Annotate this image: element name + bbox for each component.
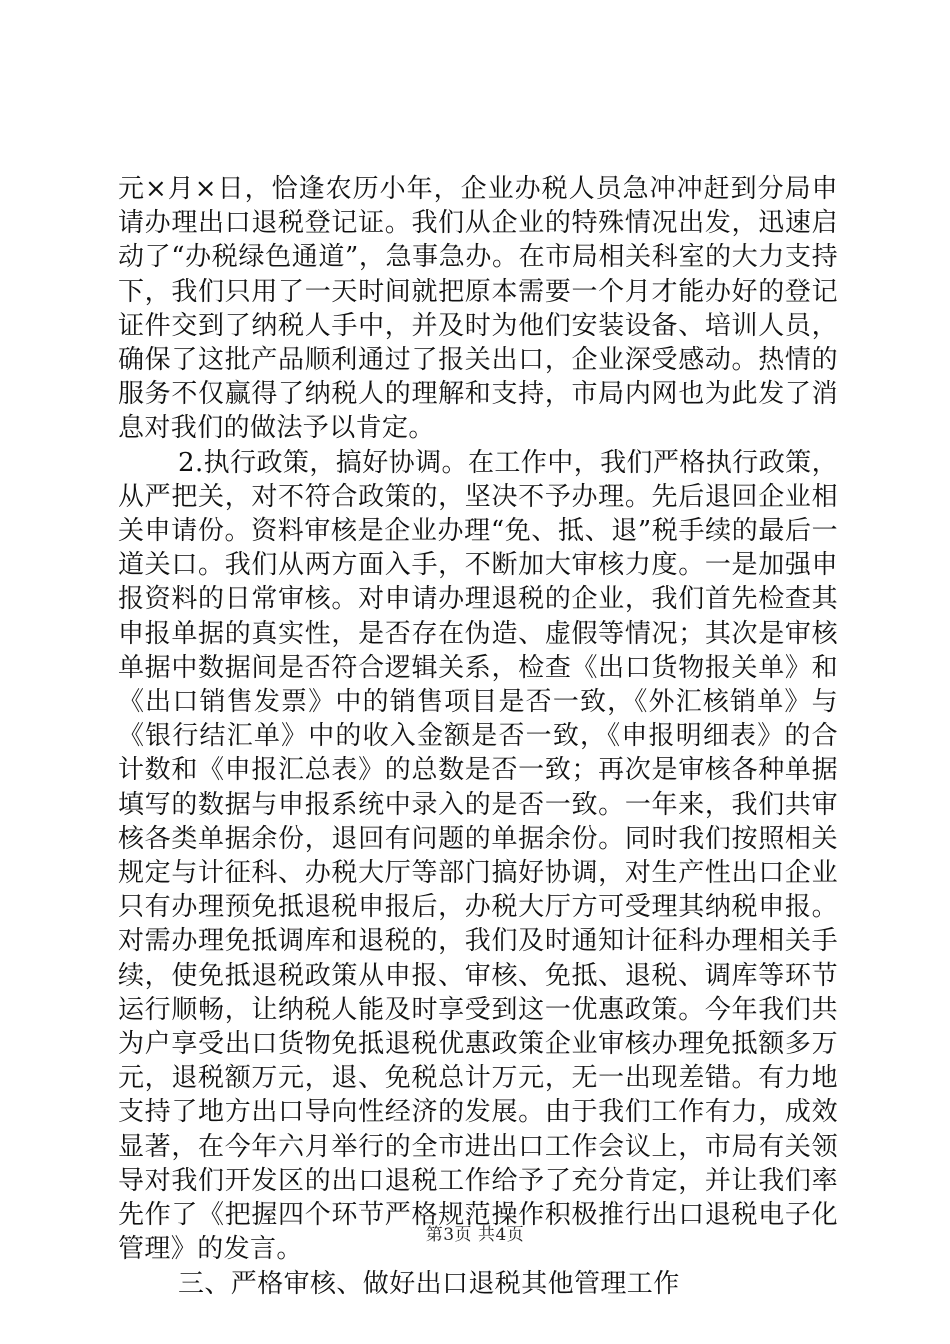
document-body <box>118 172 838 1301</box>
paragraph-continued: 元×月×日，恰逢农历小年，企业办税人员急冲冲赶到分局申请办理出口退税登记证。我们从企业的特殊情况出发，迅速启动了“办税绿色通道”，急事急办。在市局相关科室的大力支持下，我们只用了一天时间就把原本需要一个月才能办好的登记证件交到了纳税人手中，并及时为他们安装设备、培训人员，确保了这批产品顺利通过了报关出口，企业深受感动。热情的服务不仅赢得了纳税人的理解和支持，市局内网也为此发了消息对我们的做法予以肯定。 <box>118 174 838 444</box>
paragraph-policy-coordination: 2.执行政策，搞好协调。在工作中，我们严格执行政策，从严把关，对不符合政策的，坚决不予办理。先后退回企业相关申请份。资料审核是企业办理“免、抵、退”税手续的最后一道关口。我们从两方面入手，不断加大审核力度。一是加强申报资料的日常审核。对申请办理退税的企业，我们首先检查其申报单据的真实性，是否存在伪造、虚假等情况；其次是审核单据中数据间是否符合逻辑关系，检查《出口货物报关单》和《出口销售发票》中的销售项目是否一致，《外汇核销单》与《银行结汇单》中的收入金额是否一致，《申报明细表》的合计数和《申报汇总表》的总数是否一致；再次是审核各种单据填写的数据与申报系统中录入的是否一致。一年来，我们共审核各类单据余份，退回有问题的单据余份。同时我们按照相关规定与计征科、办税大厅等部门搞好协调，对生产性出口企业只有办理预免抵退税申报后，办税大厅方可受理其纳税申报。对需办理免抵调库和退税的，我们及时通知计征科办理相关手续，使免抵退税政策从申报、审核、免抵、退税、调库等环节运行顺畅，让纳税人能及时享受到这一优惠政策。今年我们共为户享受出口货物免抵退税优惠政策企业审核办理免抵额多万元，退税额万元，退、免税总计万元，无一出现差错。有力地支持了地方出口导向性经济的发展。由于我们工作有力，成效显著，在今年六月举行的全市进出口工作会议上，市局有关领导对我们开发区的出口退税工作给予了充分肯定，并让我们率先作了《把握四个环节严格规范操作积极推行出口退税电子化管理》的发言。 <box>118 447 838 1265</box>
section-heading: 三、严格审核、做好出口退税其他管理工作 <box>178 1268 680 1299</box>
page-number-footer: 第3页 共4页 <box>425 1225 525 1245</box>
